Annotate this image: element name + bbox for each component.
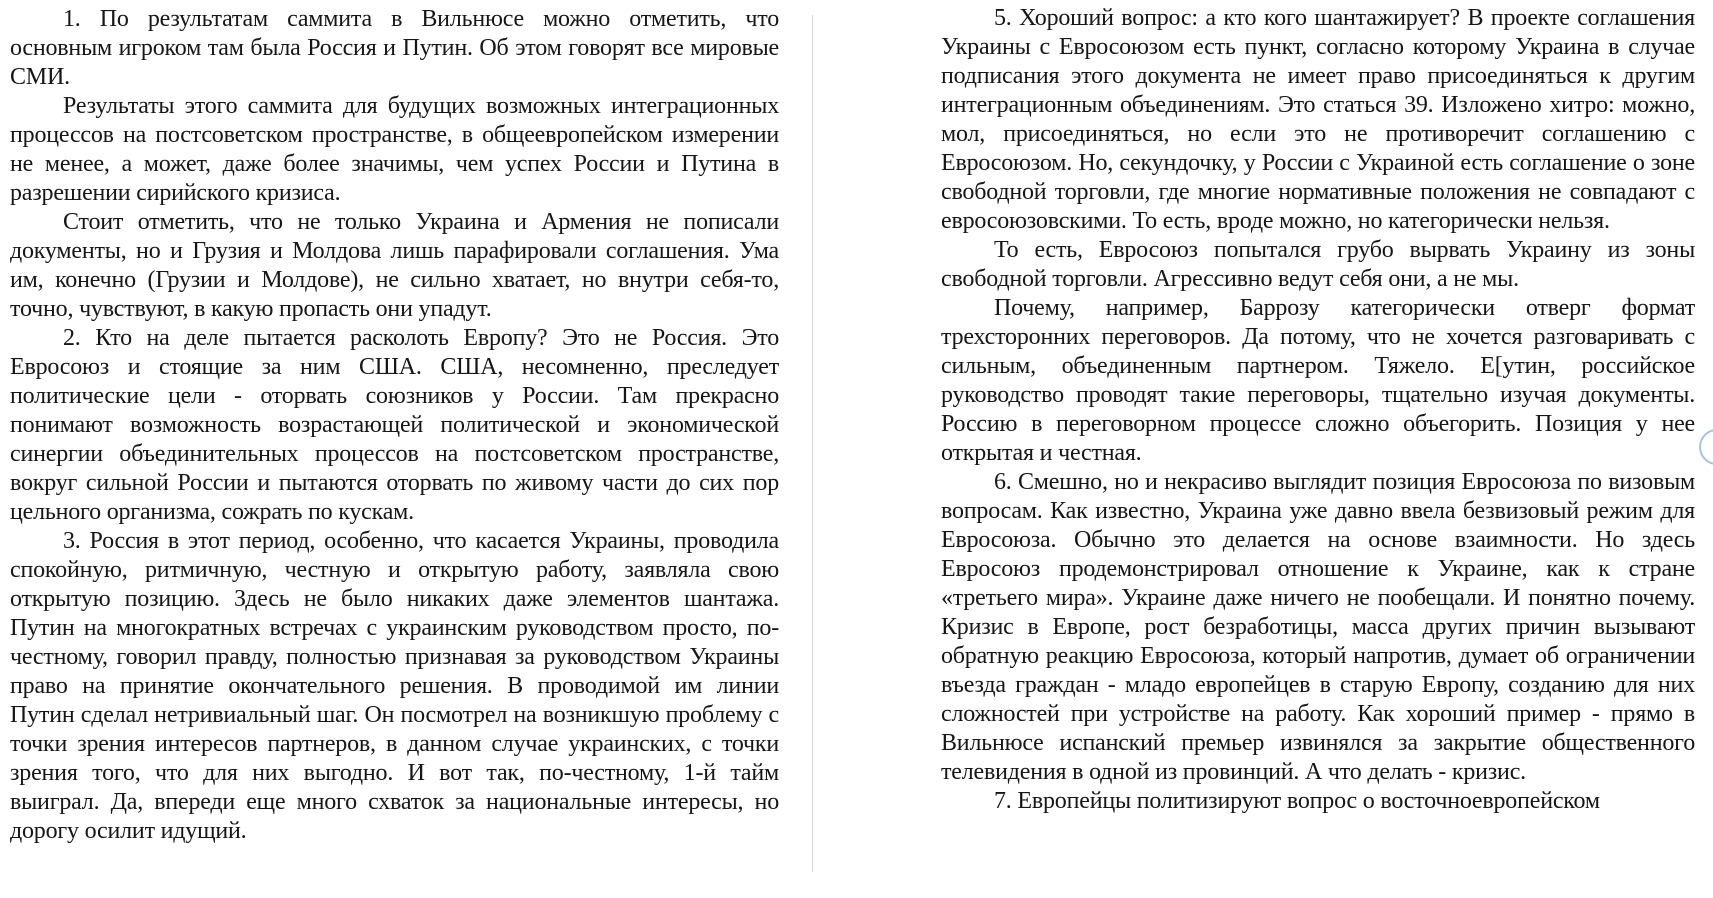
paragraph: 5. Хороший вопрос: а кто кого шантажирует? В проекте соглашения Украины с Евросоюзом есть пункт, согласно которому Украина в случае подписания этого документа не имеет право присоединяться к другим интеграционным объединениям. Это статься 39. Изложено хитро: можно, мол, присоединяться, но если это не противоречит соглашению с Евросоюзом. Но, секундочку, у России с Украиной есть соглашение о зоне свободной торговли, где многие нормативные положения не совпадают с евросоюзовскими. То есть, вроде можно, но категорически нельзя. <box>941 5 1695 234</box>
paragraph: 3. Россия в этот период, особенно, что касается Украины, проводила спокойную, ритмичную, честную и открытую работу, заявляла свою открытую позицию. Здесь не было никаких даже элементов шантажа. Путин на многократных встречах с украинским руководством просто, по-честному, говорил правду, полностью признавая за руководством Украины право на принятие окончательного решения. В проводимой им линии Путин сделал нетривиальный шаг. Он посмотрел на возникшую проблему с точки зрения интересов партнеров, в данном случае украинских, с точки зрения того, что для них выгодно. И вот так, по-честному, 1-й тайм выиграл. Да, впереди еще много схваток за национальные интересы, но дорогу осилит идущий. <box>10 528 779 844</box>
paragraph: Почему, например, Баррозу категорически отверг формат трехсторонних переговоров. Да потому, что не хочется разговаривать с сильным, объединенным партнером. Тяжело. Е[утин, российское руководство проводят такие переговоры, тщательно изучая документы. Россию в переговорном процессе сложно объегорить. Позиция у нее открытая и честная. <box>941 295 1695 466</box>
page-right-column <box>941 4 1695 816</box>
paragraph: 6. Смешно, но и некрасиво выглядит позиция Евросоюза по визовым вопросам. Как известно, Украина уже давно ввела безвизовый режим для Евросоюза. Обычно это делается на основе взаимности. Но здесь Евросоюз продемонстрировал отношение к Украине, как к стране «третьего мира». Украине даже ничего не пообещали. И понятно почему. Кризис в Европе, рост безработицы, масса других причин вызывают обратную реакцию Евросоюза, который напротив, думает об ограничении въезда граждан - младо европейцев в старую Европу, созданию для них сложностей при устройстве на работу. Как хороший пример - прямо в Вильнюсе испанский премьер извинялся за закрытие общественного телевидения в одной из провинций. А что делать - кризис. <box>941 469 1695 785</box>
paragraph: 7. Европейцы политизируют вопрос о восточноевропейском <box>994 788 1600 814</box>
paragraph: То есть, Евросоюз попытался грубо вырвать Украину из зоны свободной торговли. Агрессивно ведут себя они, а не мы. <box>941 237 1695 292</box>
page-divider <box>812 15 813 872</box>
page-left-column <box>10 5 779 846</box>
edge-floating-button[interactable] <box>1699 429 1713 465</box>
paragraph: 1. По результатам саммита в Вильнюсе можно отметить, что основным игроком там была Россия и Путин. Об этом говорят все мировые СМИ. <box>10 6 779 90</box>
paragraph: Стоит отметить, что не только Украина и Армения не пописали документы, но и Грузия и Молдова лишь парафировали соглашения. Ума им, конечно (Грузии и Молдове), не сильно хватает, но внутри себя-то, точно, чувствуют, в какую пропасть они упадут. <box>10 209 779 322</box>
paragraph: 2. Кто на деле пытается расколоть Европу? Это не Россия. Это Евросоюз и стоящие за ним США. США, несомненно, преследует политические цели - оторвать союзников у России. Там прекрасно понимают возможность возрастающей политической и экономической синергии объединительных процессов на постсоветском пространстве, вокруг сильной России и пытаются оторвать по живому части до сих пор цельного организма, сожрать по кускам. <box>10 325 779 525</box>
paragraph: Результаты этого саммита для будущих возможных интеграционных процессов на постсоветском пространстве, в общеевропейском измерении не менее, а может, даже более значимы, чем успех России и Путина в разрешении сирийского кризиса. <box>10 93 779 206</box>
